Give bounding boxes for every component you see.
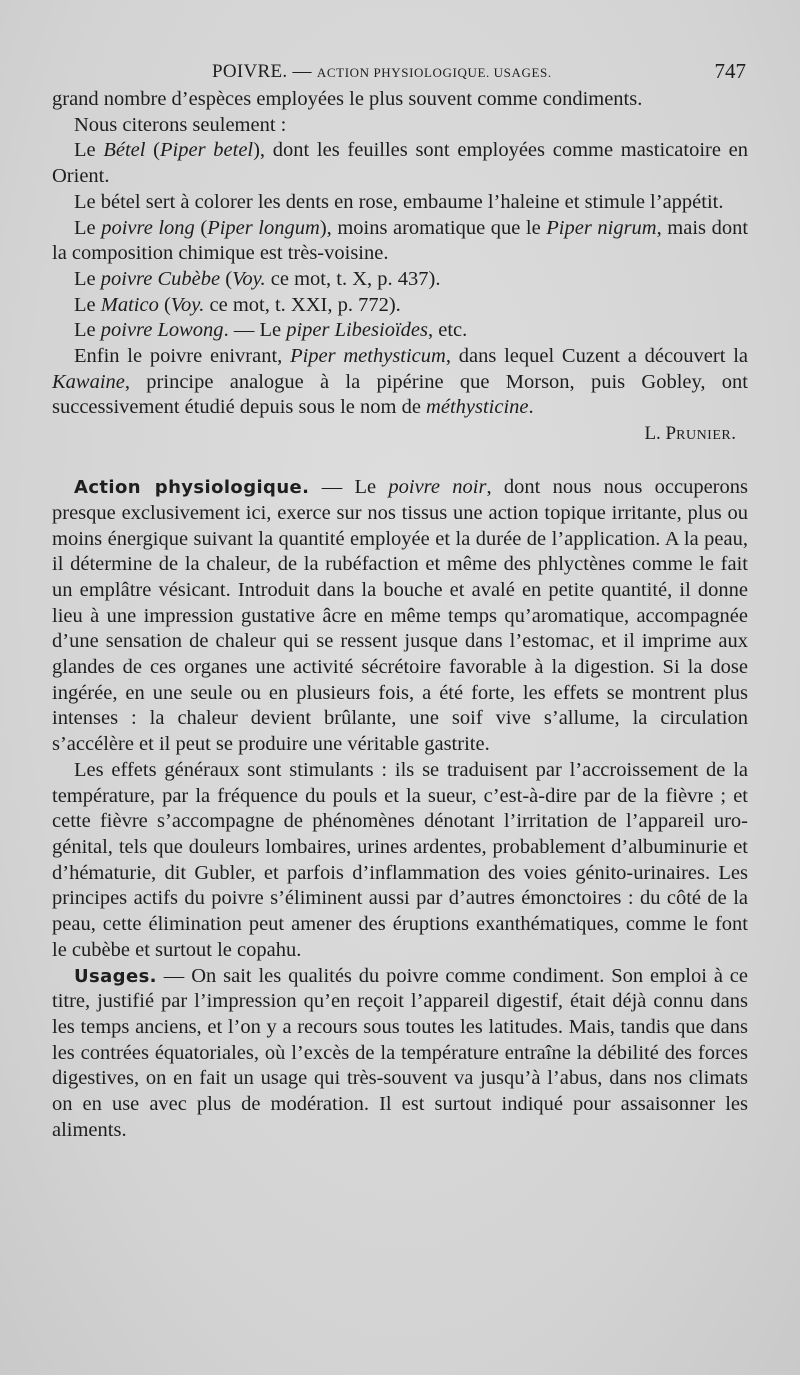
paragraph-betel: Le Bétel (Piper betel), dont les feuilles sont employées comme masticatoire en Orient. — [52, 139, 749, 188]
paragraph-effets-generaux: Les effets généraux sont stimulants : ils se traduisent par l’accroissement de la température, par la fréquence du pouls et la sueur, c’est-à-dire par de la fièvre ; et cette fièvre s’accompagne de phénomènes dénotant l’irritation de l’appareil uro-génital, tels que douleurs lombaires, urines ardentes, probablement d’albuminurie et d’hématurie, dit Gubler, et parfois d’inflammation des voies génito-urinaires. Les principes actifs du poivre s’éliminent aussi par d’autres émonctoires : du côté de la peau, cette élimination peut amener des éruptions exanthématiques, comme le font le cubèbe et surtout le copahu. — [52, 758, 748, 961]
section-subtitle: ACTION PHYSIOLOGIQUE. USAGES. — [316, 65, 552, 80]
section-name: POIVRE. — [212, 61, 288, 82]
paragraph-usages: Usages. — On sait les qualités du poivre comme condiment. Son emploi à ce titre, justifié par l’impression qu’en reçoit l’appareil digestif, était déjà connu dans les temps anciens, et l’on y a recours sous toutes les latitudes. Mais, tandis que dans les contrées équatoriales, où l’excès de la température entraîne la débilité des forces digestives, on en fait un usage qui très-souvent va jusqu’à l’abus, dans nos climats on en use avec plus de modération. Il est surtout indiqué pour assaisonner les aliments. — [52, 964, 748, 1141]
author-signature: L. PRUNIER. — [644, 423, 736, 445]
page-number: 747 — [714, 59, 746, 83]
paragraph-betel-use: Le bétel sert à colorer les dents en rose, embaume l’haleine et stimule l’appétit. — [74, 190, 724, 213]
paragraph-lowong: Le poivre Lowong. — Le piper Libesioïdes, etc. — [74, 319, 468, 342]
paragraph-continuation: grand nombre d’espèces employées le plus souvent comme condiments. — [52, 88, 643, 110]
running-title — [212, 61, 552, 83]
running-header — [52, 55, 748, 87]
paragraph-cubebe: Le poivre Cubèbe (Voy. ce mot, t. X, p. 437). — [74, 267, 441, 290]
paragraph-citing: Nous citerons seulement : — [74, 113, 287, 136]
header-dash: — — [292, 61, 312, 82]
paragraph-matico: Le Matico (Voy. ce mot, t. XXI, p. 772). — [74, 293, 401, 316]
book-page — [52, 55, 748, 1143]
paragraph-poivre-long: Le poivre long (Piper longum), moins aromatique que le Piper nigrum, mais dont la composition chimique est très-voisine. — [52, 216, 749, 265]
heading-action-physiologique: Action physiologique. — [74, 477, 310, 499]
paragraph-action-physiologique: Action physiologique. — Le poivre noir, dont nous nous occuperons presque exclusivement ici, exerce sur nos tissus une action topique irritante, plus ou moins énergique suivant la quantité employée et la durée de l’application. A la peau, il détermine de la chaleur, de la rubéfaction et même des phlyctènes comme le fait un emplâtre vésicant. Introduit dans la bouche et avalé en petite quantité, il donne lieu à une impression gustative âcre en même temps qu’aromatique, accompagnée d’une sensation de chaleur qui se ressent jusque dans l’estomac, et il imprime aux glandes de ces organes une activité sécrétoire favorable à la digestion. Si la dose ingérée, en une seule ou en plusieurs fois, a été forte, les effets se montrent plus intenses : la chaleur devient brûlante, une soif vive s’allume, la circulation s’accélère et il peut se produire une véritable gastrite. — [52, 476, 748, 756]
heading-usages: Usages. — [74, 965, 157, 987]
section-gap — [52, 449, 748, 475]
paragraph-methysticum: Enfin le poivre enivrant, Piper methysticum, dans lequel Cuzent a découvert la Kawaine, principe analogue à la pipérine que Morson, puis Gobley, ont successivement étudié depuis sous le nom de méthysticine. — [52, 345, 748, 419]
